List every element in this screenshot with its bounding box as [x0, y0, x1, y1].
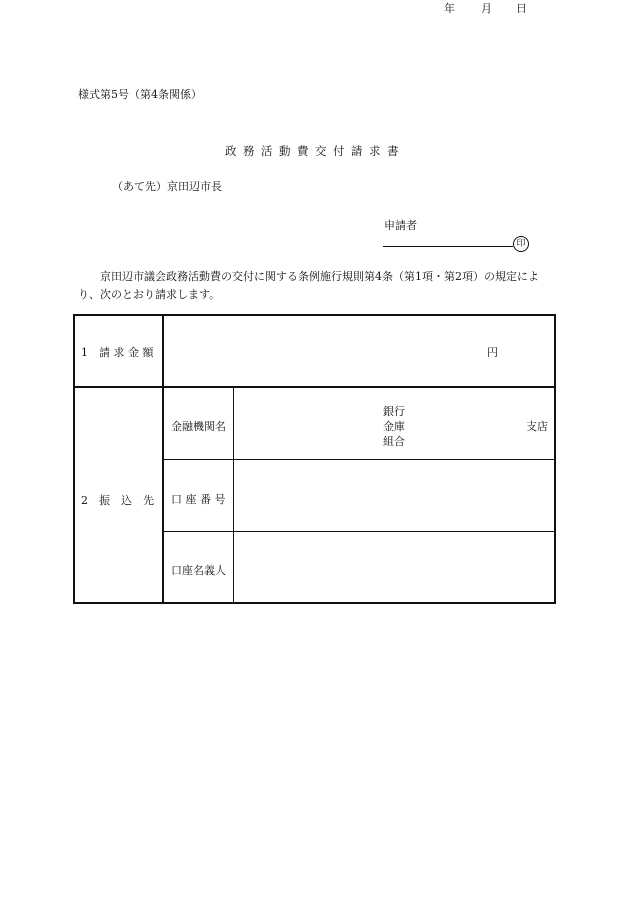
transfer-label: 2 振 込 先 [81, 494, 154, 507]
signature-line[interactable] [383, 246, 513, 247]
document-title: 政務活動費交付請求書 [225, 144, 405, 158]
date-day-label: 日 [516, 2, 527, 15]
row-divider-account [164, 531, 554, 532]
bank-type-shinkin: 金庫 [383, 420, 405, 433]
bank-type-bank: 銀行 [383, 405, 405, 418]
branch-label: 支店 [526, 420, 548, 433]
form-code: 様式第5号（第4条関係） [78, 88, 202, 101]
addressee: （あて先）京田辺市長 [112, 180, 222, 193]
date-year-label: 年 [444, 2, 455, 15]
body-text-content: 京田辺市議会政務活動費の交付に関する条例施行規則第4条（第1項・第2項）の規定により、次のとおり請求します。 [78, 270, 539, 301]
account-holder-label: 口座名義人 [171, 564, 226, 577]
date-month-label: 月 [481, 2, 492, 15]
account-number-input[interactable] [245, 476, 535, 516]
applicant-label: 申請者 [384, 219, 417, 232]
request-form-table [73, 314, 556, 604]
row-divider-bank [164, 459, 554, 460]
sublabel-column-divider [233, 388, 234, 602]
amount-label: 1 請 求 金 額 [81, 346, 154, 359]
bank-name-label: 金融機関名 [171, 420, 226, 433]
bank-type-kumiai: 組合 [383, 435, 405, 448]
account-holder-input[interactable] [245, 546, 535, 586]
amount-unit: 円 [487, 346, 498, 359]
amount-input[interactable] [255, 336, 475, 364]
seal-mark: 印 [513, 236, 529, 252]
row-divider-amount [75, 386, 554, 388]
account-number-label: 口 座 番 号 [171, 493, 226, 506]
body-text [78, 268, 558, 304]
